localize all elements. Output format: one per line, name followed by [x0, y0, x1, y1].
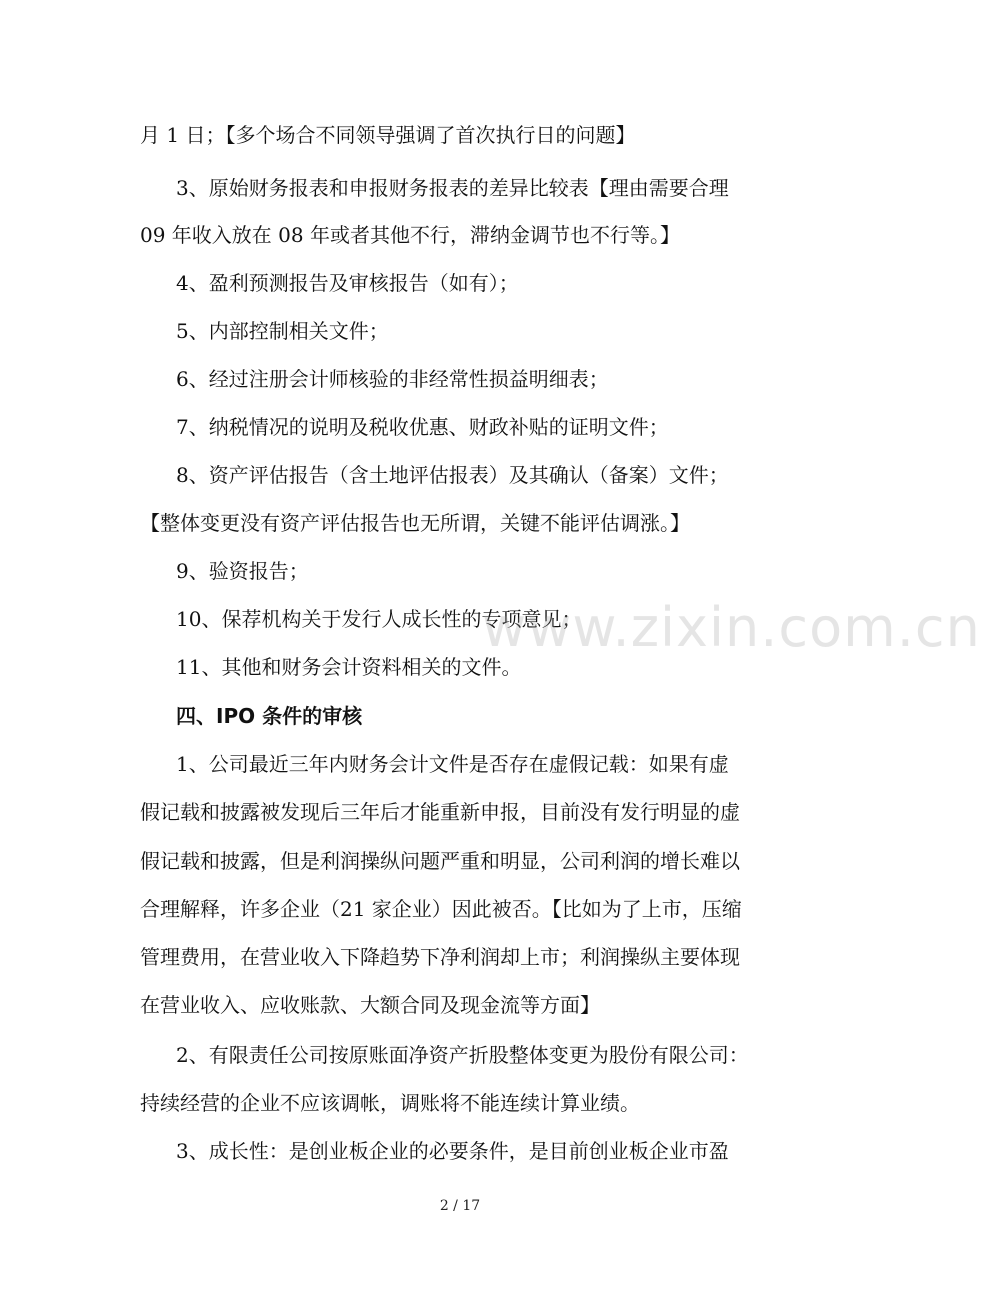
paragraph-line: 假记载和披露，但是利润操纵问题严重和明显，公司利润的增长难以: [140, 849, 740, 873]
paragraph-line: 合理解释，许多企业（21 家企业）因此被否。【比如为了上市，压缩: [140, 897, 742, 921]
paragraph-line: 6、经过注册会计师核验的非经常性损益明细表；: [176, 367, 609, 391]
paragraph-line: 1、公司最近三年内财务会计文件是否存在虚假记载：如果有虚: [176, 752, 729, 776]
paragraph-line: 【整体变更没有资产评估报告也无所谓，关键不能评估调涨。】: [140, 511, 690, 535]
paragraph-line: 3、成长性：是创业板企业的必要条件，是目前创业板企业市盈: [176, 1139, 729, 1163]
paragraph-line: 管理费用，在营业收入下降趋势下净利润却上市；利润操纵主要体现: [140, 945, 740, 969]
paragraph-line: 11、其他和财务会计资料相关的文件。: [176, 655, 522, 679]
paragraph-line: 4、盈利预测报告及审核报告（如有）；: [176, 271, 519, 295]
paragraph-line: 月 1 日；【多个场合不同领导强调了首次执行日的问题】: [140, 123, 636, 147]
paragraph-line: 09 年收入放在 08 年或者其他不行，滞纳金调节也不行等。】: [140, 223, 680, 247]
paragraph-line: 在营业收入、应收账款、大额合同及现金流等方面】: [140, 993, 600, 1017]
paragraph-line: 5、内部控制相关文件；: [176, 319, 389, 343]
paragraph-line: 10、保荐机构关于发行人成长性的专项意见；: [176, 607, 582, 631]
paragraph-line: 假记载和披露被发现后三年后才能重新申报，目前没有发行明显的虚: [140, 800, 740, 824]
paragraph-line: 持续经营的企业不应该调帐，调账将不能连续计算业绩。: [140, 1091, 640, 1115]
paragraph-line: 7、纳税情况的说明及税收优惠、财政补贴的证明文件；: [176, 415, 669, 439]
paragraph-line: 2、有限责任公司按原账面净资产折股整体变更为股份有限公司：: [176, 1043, 749, 1067]
paragraph-line: 8、资产评估报告（含土地评估报表）及其确认（备案）文件；: [176, 463, 729, 487]
page-number: 2 / 17: [439, 1198, 481, 1214]
paragraph-line: 3、原始财务报表和申报财务报表的差异比较表【理由需要合理: [176, 176, 729, 200]
section-heading: 四、IPO 条件的审核: [176, 704, 363, 728]
watermark: www.zixin.com.cn: [482, 596, 981, 659]
paragraph-line: 9、验资报告；: [176, 559, 309, 583]
